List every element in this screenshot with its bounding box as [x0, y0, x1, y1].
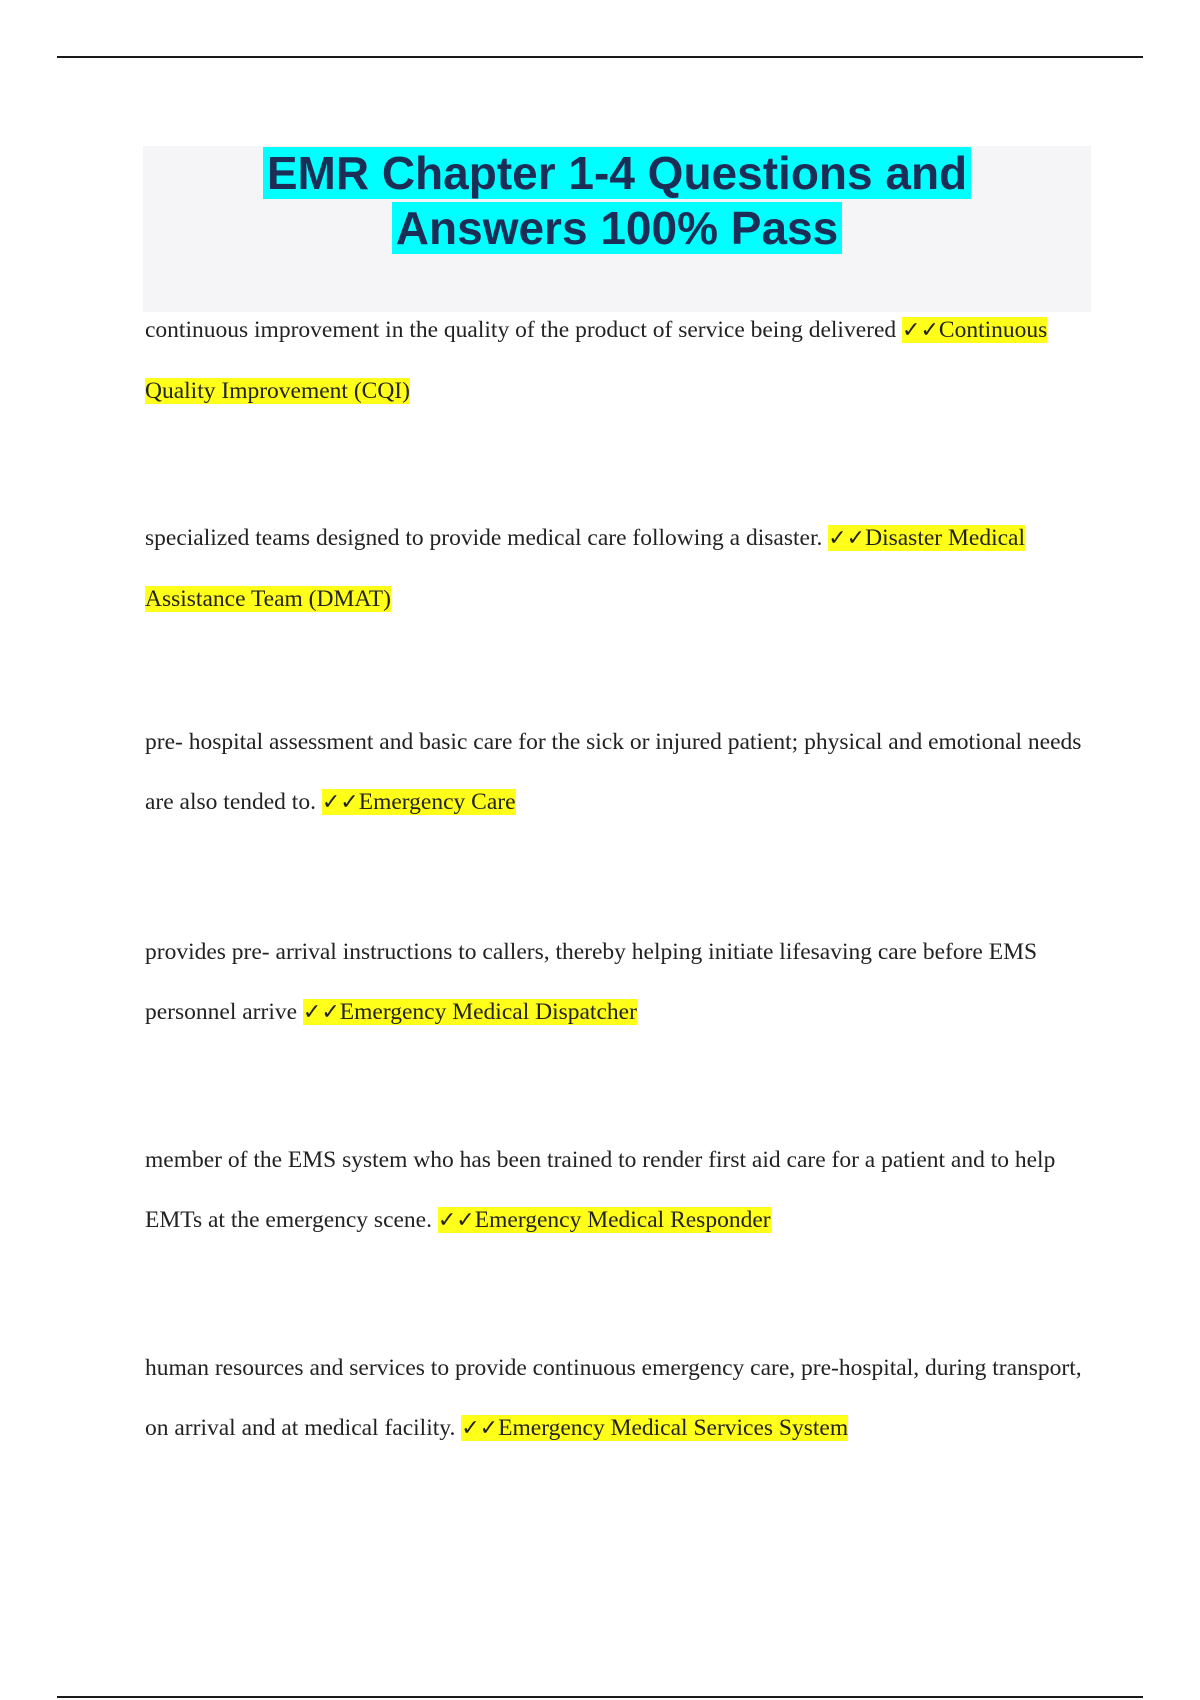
double-check-icon: ✓✓: [302, 1000, 340, 1025]
answer-text: Disaster Medical Assistance Team (DMAT): [145, 525, 1025, 612]
answer-highlight: [303, 999, 637, 1025]
question-text: human resources and services to provide continuous emergency care, pre-hospital, during transport, on arrival and at medical facility.: [145, 1355, 1082, 1441]
answer-text: Continuous Quality Improvement (CQI): [145, 317, 1048, 404]
double-check-icon: ✓✓: [437, 1208, 475, 1233]
question-text: pre- hospital assessment and basic care for the sick or injured patient; physical and emotional needs are also tended to.: [145, 729, 1082, 815]
double-check-icon: ✓✓: [902, 318, 939, 343]
double-check-icon: ✓✓: [828, 526, 866, 551]
title-line-1: EMR Chapter 1-4 Questions and: [263, 147, 971, 199]
qa-item-2: [145, 508, 1085, 629]
question-text: continuous improvement in the quality of the product of service being delivered: [145, 317, 903, 343]
qa-item-4: [145, 922, 1085, 1043]
qa-item-5: [145, 1130, 1085, 1251]
answer-text: Emergency Medical Services System: [498, 1415, 849, 1441]
qa-item-6: [145, 1338, 1085, 1459]
question-text: provides pre- arrival instructions to callers, thereby helping initiate lifesaving care before EMS personnel arrive: [145, 939, 1038, 1025]
answer-text: Emergency Care: [358, 789, 516, 815]
title-line-2: Answers 100% Pass: [392, 202, 842, 254]
document-title: [143, 146, 1091, 256]
answer-highlight: [461, 1415, 848, 1441]
title-banner: [143, 146, 1091, 312]
question-text: member of the EMS system who has been trained to render first aid care for a patient and to help EMTs at the emergency scene.: [145, 1147, 1056, 1233]
answer-text: Emergency Medical Dispatcher: [339, 999, 637, 1025]
question-text: specialized teams designed to provide medical care following a disaster.: [145, 525, 829, 551]
answer-highlight: [438, 1207, 771, 1233]
double-check-icon: ✓✓: [461, 1416, 499, 1441]
double-check-icon: ✓✓: [321, 790, 359, 815]
top-rule: [57, 56, 1143, 58]
qa-item-3: [145, 712, 1085, 833]
bottom-rule: [57, 1696, 1143, 1698]
answer-highlight: [322, 789, 516, 815]
qa-item-1: [145, 300, 1085, 421]
answer-text: Emergency Medical Responder: [474, 1207, 771, 1233]
